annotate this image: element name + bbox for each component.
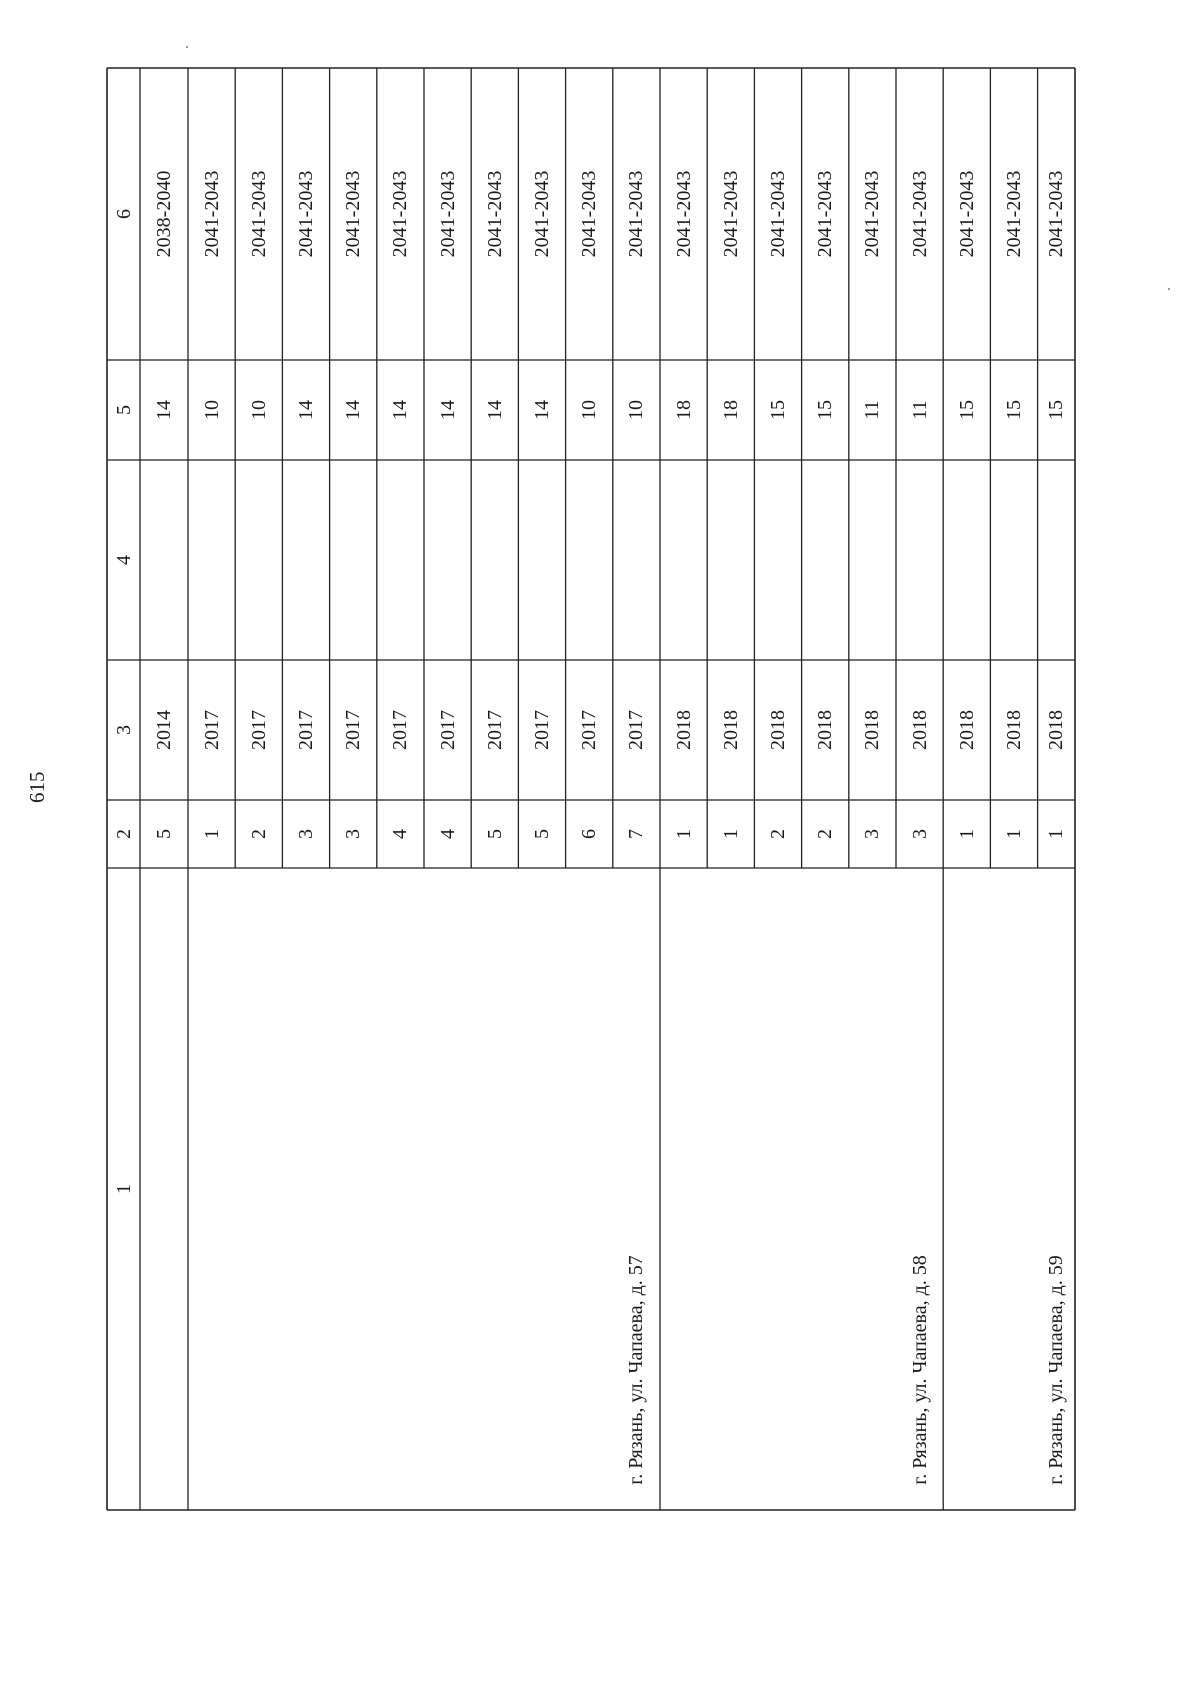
column-header-4-text: 4 [112, 555, 135, 565]
table-cell-c2-text: 3 [861, 829, 884, 839]
table-cell-c2-text: 7 [625, 829, 648, 839]
table-cell-c2-text: 1 [672, 829, 695, 839]
table-cell-c3-text: 2018 [1045, 710, 1068, 750]
table-cell-c2-text: 2 [767, 829, 789, 839]
address-cell-text: г. Рязань, ул. Чапаева, д. 59 [1045, 1255, 1068, 1485]
table-cell-c3-text: 2017 [247, 710, 270, 750]
table-cell-c5-text: 14 [153, 400, 175, 420]
table-cell-c5-text: 11 [861, 400, 884, 420]
table-cell-c3-text: 2018 [719, 710, 742, 750]
table-cell-c6-text: 2041-2043 [436, 170, 459, 258]
table-cell-c3-text: 2018 [861, 710, 884, 750]
column-header-3-text: 3 [112, 725, 135, 735]
table-cell-c6-text: 2041-2043 [767, 170, 789, 258]
table-cell-c5-text: 10 [625, 400, 648, 420]
table-cell-c6-text: 2041-2043 [814, 170, 837, 258]
table-cell-c2-text: 1 [719, 829, 742, 839]
scan-speck [186, 46, 188, 48]
table-cell-c2-text: 6 [578, 829, 601, 839]
table-cell-c2-text: 3 [908, 829, 931, 839]
table-cell-c6-text: 2041-2043 [295, 170, 317, 258]
table-cell-c2-text: 1 [1003, 829, 1025, 839]
table-cell-c6-text: 2041-2043 [719, 170, 742, 258]
table-cell-c2-text: 2 [814, 829, 837, 839]
table-cell-c5-text: 10 [578, 400, 601, 420]
table-cell-c5-text: 11 [908, 400, 931, 420]
table-cell-c5-text: 18 [719, 400, 742, 420]
table-cell-c6-text: 2041-2043 [955, 170, 978, 258]
table-cell-c3-text: 2017 [342, 710, 365, 750]
table-cell-c3-text: 2017 [625, 710, 648, 750]
table-cell-c3-text: 2017 [531, 710, 553, 750]
table-cell-c3-text: 2018 [1003, 710, 1025, 750]
table-cell-c3-text: 2017 [295, 710, 317, 750]
column-header-6-text: 6 [112, 209, 135, 219]
table-cell-c2-text: 1 [200, 829, 223, 839]
table-cell-c6-text: 2041-2043 [1003, 170, 1025, 258]
column-header-1-text: 1 [112, 1184, 135, 1194]
table-cell-c6-text: 2041-2043 [342, 170, 365, 258]
table-cell-c5-text: 14 [531, 400, 553, 420]
table-cell-c6-text: 2041-2043 [200, 170, 223, 258]
table-cell-c2-text: 1 [955, 829, 978, 839]
table-cell-c5-text: 18 [672, 400, 695, 420]
table-cell-c5-text: 15 [814, 400, 837, 420]
table-cell-c6-text: 2041-2043 [908, 170, 931, 258]
table-cell-c5-text: 14 [436, 400, 459, 420]
table-cell-c3-text: 2018 [767, 710, 789, 750]
table-cell-c6-text: 2041-2043 [531, 170, 553, 258]
table-cell-c3-text: 2017 [436, 710, 459, 750]
table-cell-c3-text: 2018 [955, 710, 978, 750]
table-cell-c2-text: 1 [1045, 829, 1068, 839]
table-cell-c5-text: 10 [200, 400, 223, 420]
table-cell-c2-text: 2 [247, 829, 270, 839]
page-number: 615 [25, 771, 49, 803]
table-cell-c2-text: 5 [483, 829, 506, 839]
table-cell-c6-text: 2041-2043 [672, 170, 695, 258]
table-cell-c2-text: 4 [389, 829, 412, 839]
table-cell-c2-text: 3 [342, 829, 365, 839]
table-cell-c3-text: 2018 [908, 710, 931, 750]
address-cell-text: г. Рязань, ул. Чапаева, д. 57 [625, 1255, 648, 1485]
column-header-5-text: 5 [112, 405, 135, 415]
table-cell-c6-text: 2041-2043 [578, 170, 601, 258]
table-cell-c3-text: 2014 [153, 710, 175, 750]
table-cell-c5-text: 10 [247, 400, 270, 420]
table-cell-c5-text: 15 [767, 400, 789, 420]
table-cell-c3-text: 2018 [672, 710, 695, 750]
table-cell-c6-text: 2041-2043 [861, 170, 884, 258]
table-cell-c6-text: 2041-2043 [483, 170, 506, 258]
table-cell-c6-text: 2041-2043 [389, 170, 412, 258]
table-cell-c3-text: 2018 [814, 710, 837, 750]
table-cell-c3-text: 2017 [578, 710, 601, 750]
table-cell-c3-text: 2017 [483, 710, 506, 750]
table-cell-c2-text: 3 [295, 829, 317, 839]
table-cell-c6-text: 2041-2043 [247, 170, 270, 258]
column-header-2-text: 2 [112, 829, 135, 839]
table-cell-c5-text: 14 [389, 400, 412, 420]
table-cell-c6-text: 2038-2040 [153, 170, 175, 258]
table-cell-c2-text: 5 [531, 829, 553, 839]
table-cell-c6-text: 2041-2043 [625, 170, 648, 258]
table-cell-c5-text: 14 [295, 400, 317, 420]
table-cell-c5-text: 14 [342, 400, 365, 420]
table-cell-c5-text: 14 [483, 400, 506, 420]
table-cell-c2-text: 4 [436, 829, 459, 839]
table-cell-c5-text: 15 [1045, 400, 1068, 420]
table-cell-c5-text: 15 [1003, 400, 1025, 420]
address-cell-text: г. Рязань, ул. Чапаева, д. 58 [908, 1255, 931, 1485]
table-cell-c5-text: 15 [955, 400, 978, 420]
table-cell-c2-text: 5 [153, 829, 175, 839]
table-cell-c3-text: 2017 [200, 710, 223, 750]
table-cell-c3-text: 2017 [389, 710, 412, 750]
table-cell-c6-text: 2041-2043 [1045, 170, 1068, 258]
scan-speck [1168, 288, 1170, 290]
